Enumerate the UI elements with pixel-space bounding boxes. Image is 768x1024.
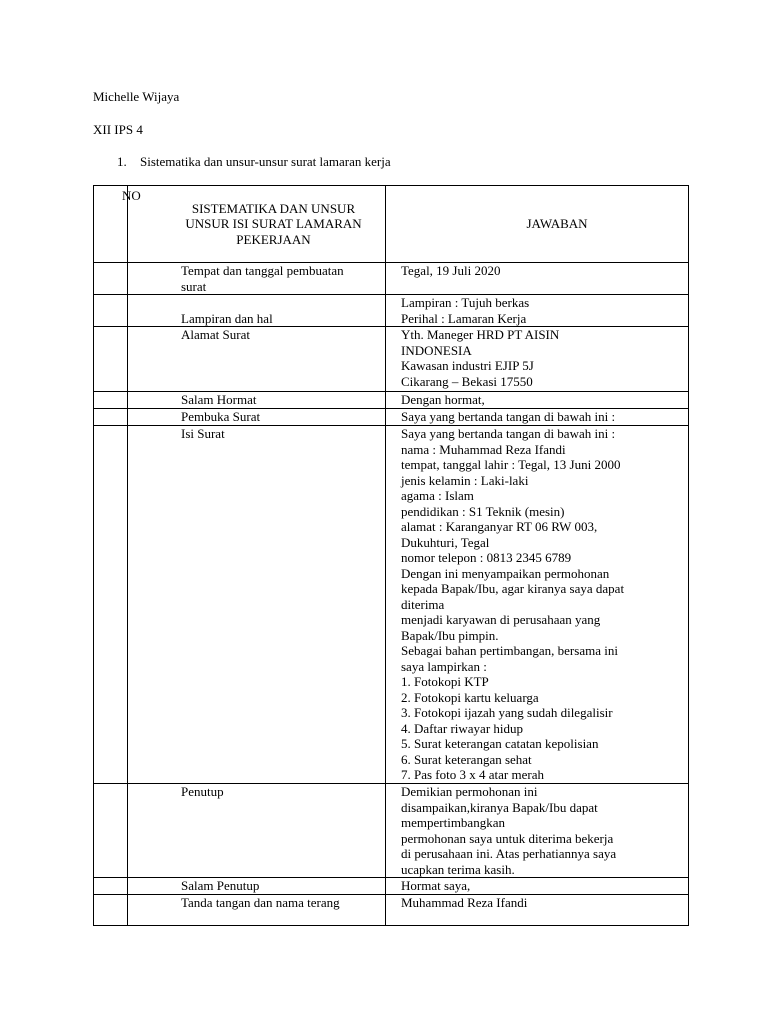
table-row bbox=[94, 409, 689, 426]
row-item-cell bbox=[128, 784, 386, 878]
row-answer-cell bbox=[386, 784, 689, 878]
header-item-cell bbox=[128, 186, 386, 263]
answer-text: Dukuhturi, Tegal bbox=[401, 534, 490, 550]
row-no-cell bbox=[94, 295, 128, 327]
answer-text: INDONESIA bbox=[401, 342, 472, 358]
header-answer: JAWABAN bbox=[526, 216, 588, 232]
answer-text: Kawasan industri EJIP 5J bbox=[401, 358, 534, 373]
item-text bbox=[181, 295, 379, 311]
row-no-cell bbox=[94, 409, 128, 426]
answer-text: 2. Fotokopi kartu keluarga bbox=[401, 689, 539, 705]
answer-text: 6. Surat keterangan sehat bbox=[401, 751, 532, 767]
answer-text: di perusahaan ini. Atas perhatiannya saya bbox=[401, 846, 617, 861]
header-item-line: UNSUR ISI SURAT LAMARAN bbox=[185, 216, 362, 232]
answer-text: 4. Daftar riwayar hidup bbox=[401, 720, 524, 736]
row-no-cell bbox=[94, 895, 128, 926]
row-answer-cell bbox=[386, 295, 689, 327]
row-no-cell bbox=[94, 327, 128, 392]
table-row bbox=[94, 878, 689, 895]
item-text: Tanda tangan dan nama terang bbox=[181, 895, 340, 910]
answer-text: agama : Islam bbox=[401, 488, 474, 503]
row-item-cell bbox=[128, 392, 386, 409]
row-answer-cell bbox=[386, 426, 689, 784]
answer-text: ucapkan terima kasih. bbox=[401, 861, 515, 877]
table-row bbox=[94, 295, 689, 327]
answer-text: Sebagai bahan pertimbangan, bersama ini bbox=[401, 643, 618, 658]
answer-text: pendidikan : S1 Teknik (mesin) bbox=[401, 503, 565, 519]
row-answer-cell bbox=[386, 878, 689, 895]
answer-text: disampaikan,kiranya Bapak/Ibu dapat bbox=[401, 799, 598, 815]
row-no-cell bbox=[94, 392, 128, 409]
answer-text: diterima bbox=[401, 596, 445, 612]
answer-text: mempertimbangkan bbox=[401, 815, 505, 830]
answer-text: menjadi karyawan di perusahaan yang bbox=[401, 612, 601, 627]
answer-table bbox=[93, 185, 689, 926]
row-item-cell bbox=[128, 426, 386, 784]
answer-text: permohonan saya untuk diterima bekerja bbox=[401, 830, 614, 846]
table-row bbox=[94, 426, 689, 784]
answer-text: jenis kelamin : Laki-laki bbox=[401, 472, 529, 488]
item-text: Pembuka Surat bbox=[181, 409, 261, 424]
answer-text: Cikarang – Bekasi 17550 bbox=[401, 373, 533, 389]
student-class: XII IPS 4 bbox=[93, 122, 143, 137]
row-no-cell bbox=[94, 878, 128, 895]
item-text: Salam Hormat bbox=[181, 392, 257, 407]
header-no: NO bbox=[122, 188, 141, 203]
row-no-cell bbox=[94, 784, 128, 878]
answer-text: Hormat saya, bbox=[401, 878, 471, 893]
row-item-cell bbox=[128, 263, 386, 295]
header-answer-cell bbox=[386, 186, 689, 263]
table-row bbox=[94, 263, 689, 295]
row-answer-cell bbox=[386, 392, 689, 409]
table-row bbox=[94, 392, 689, 409]
answer-text: Bapak/Ibu pimpin. bbox=[401, 627, 499, 643]
answer-text: Lampiran : Tujuh berkas bbox=[401, 295, 530, 310]
table-row bbox=[94, 327, 689, 392]
row-item-cell bbox=[128, 295, 386, 327]
row-no-cell bbox=[94, 263, 128, 295]
answer-text: Saya yang bertanda tangan di bawah ini : bbox=[401, 409, 616, 424]
item-text: surat bbox=[181, 278, 207, 294]
item-text: Isi Surat bbox=[181, 426, 225, 441]
item-text: Penutup bbox=[181, 784, 224, 799]
answer-text: Perihal : Lamaran Kerja bbox=[401, 310, 527, 326]
answer-text: 7. Pas foto 3 x 4 atar merah bbox=[401, 767, 544, 782]
answer-text: saya lampirkan : bbox=[401, 658, 487, 674]
row-item-cell bbox=[128, 895, 386, 926]
answer-text: Yth. Maneger HRD PT AISIN bbox=[401, 327, 560, 342]
answer-text: 1. Fotokopi KTP bbox=[401, 674, 489, 689]
table-row bbox=[94, 784, 689, 878]
item-text: Tempat dan tanggal pembuatan bbox=[181, 263, 344, 278]
row-answer-cell bbox=[386, 327, 689, 392]
row-answer-cell bbox=[386, 895, 689, 926]
question-number: 1. bbox=[117, 154, 127, 169]
row-item-cell bbox=[128, 327, 386, 392]
student-name: Michelle Wijaya bbox=[93, 89, 180, 104]
answer-text: Tegal, 19 Juli 2020 bbox=[401, 263, 501, 278]
header-item-line: SISTEMATIKA DAN UNSUR bbox=[191, 200, 356, 216]
table-row bbox=[94, 895, 689, 926]
answer-text: nama : Muhammad Reza Ifandi bbox=[401, 441, 566, 457]
item-text: Salam Penutup bbox=[181, 878, 260, 893]
row-answer-cell bbox=[386, 263, 689, 295]
answer-text: Muhammad Reza Ifandi bbox=[401, 895, 528, 910]
header-no-cell bbox=[94, 186, 141, 263]
row-no-cell bbox=[94, 426, 128, 784]
answer-text: Demikian permohonan ini bbox=[401, 784, 538, 799]
table-header-row bbox=[94, 186, 689, 263]
item-text: Alamat Surat bbox=[181, 327, 250, 342]
answer-text: 3. Fotokopi ijazah yang sudah dilegalisir bbox=[401, 705, 613, 720]
row-item-cell bbox=[128, 878, 386, 895]
row-item-cell bbox=[128, 409, 386, 426]
header-item-line: PEKERJAAN bbox=[236, 231, 311, 247]
answer-text: kepada Bapak/Ibu, agar kiranya saya dapat bbox=[401, 581, 625, 596]
answer-text: Saya yang bertanda tangan di bawah ini : bbox=[401, 426, 616, 441]
answer-text: 5. Surat keterangan catatan kepolisian bbox=[401, 736, 599, 751]
answer-text: alamat : Karanganyar RT 06 RW 003, bbox=[401, 519, 598, 534]
answer-text: nomor telepon : 0813 2345 6789 bbox=[401, 550, 572, 565]
answer-text: Dengan hormat, bbox=[401, 392, 485, 407]
answer-text: tempat, tanggal lahir : Tegal, 13 Juni 2000 bbox=[401, 457, 621, 472]
question-text: Sistematika dan unsur-unsur surat lamaran kerja bbox=[140, 154, 391, 169]
row-answer-cell bbox=[386, 409, 689, 426]
answer-text: Dengan ini menyampaikan permohonan bbox=[401, 565, 610, 581]
item-text: Lampiran dan hal bbox=[181, 310, 273, 326]
